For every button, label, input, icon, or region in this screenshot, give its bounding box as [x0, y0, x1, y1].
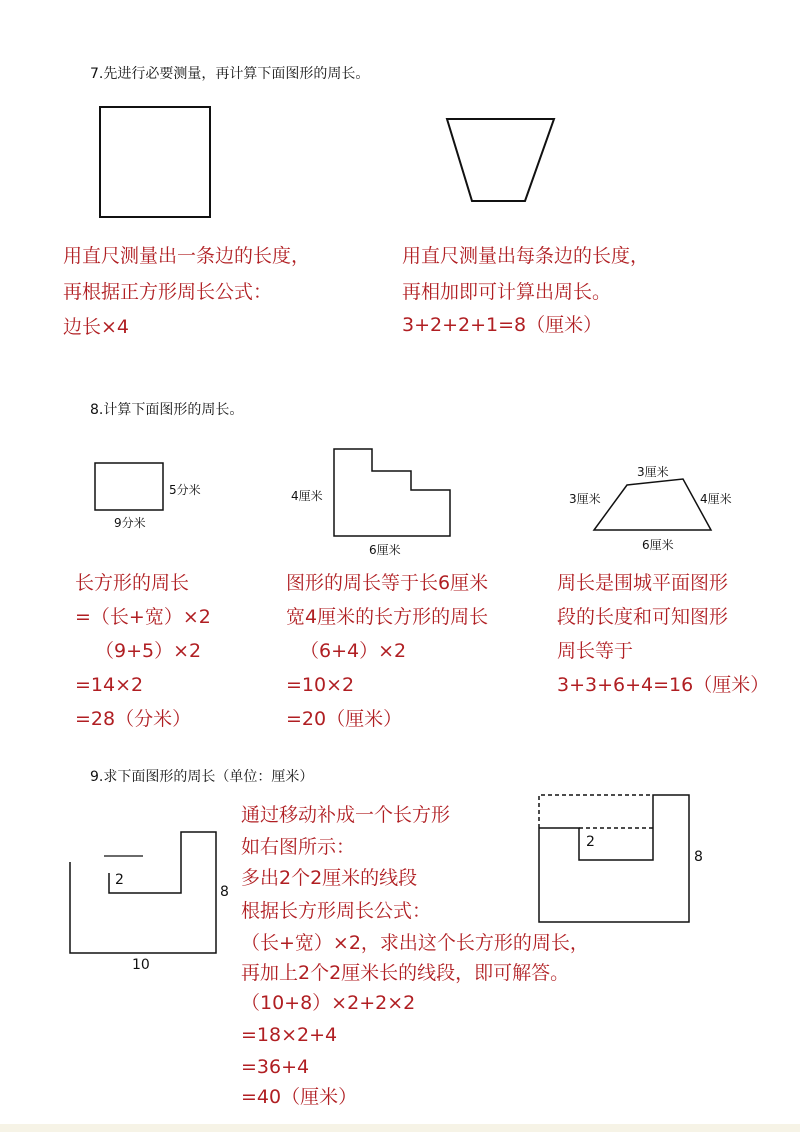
q8-col2-line-1: 图形的周长等于长6厘米: [286, 572, 489, 594]
q8-trap-left-label: 3厘米: [569, 492, 601, 506]
q8-rect-height-label: 5分米: [169, 483, 201, 497]
q8-rectangle: [95, 463, 163, 510]
q9-explanation-line-3: 多出2个2厘米的线段: [241, 867, 418, 889]
q9-width-label: 10: [132, 957, 150, 973]
q8-col1-line-1: 长方形的周长: [75, 572, 190, 594]
q8-rect-width-label: 9分米: [114, 516, 146, 530]
q8-trap-top-label: 3厘米: [637, 465, 669, 479]
q9-height-label: 8: [220, 884, 229, 900]
q7-left-answer-line-3: 边长×4: [63, 316, 130, 338]
q7-square: [100, 107, 210, 217]
q8-col2-line-5: =20（厘米）: [286, 708, 403, 730]
q7-right-answer-line-2: 再相加即可计算出周长。: [402, 281, 612, 303]
q9-explanation-line-6: 再加上2个2厘米长的线段，即可解答。: [241, 962, 570, 984]
q8-col3-line-2: 段的长度和可知图形: [557, 606, 729, 628]
q9-explanation-line-1: 通过移动补成一个长方形: [241, 804, 451, 826]
q8-trap-right-label: 4厘米: [700, 492, 732, 506]
q7-left-answer-line-2: 再根据正方形周长公式：: [63, 281, 273, 303]
q8-trapezoid: [594, 479, 711, 530]
q9-explanation-line-7: （10+8）×2+2×2: [241, 992, 416, 1014]
q9-figure: [70, 832, 216, 953]
q7-trapezoid: [447, 119, 554, 201]
q9-notch-label: 2: [115, 872, 124, 888]
q8-col3-line-3: 周长等于: [557, 640, 634, 662]
q7-right-answer-line-1: 用直尺测量出每条边的长度，: [402, 245, 650, 267]
q9-right-dashed-top: [539, 795, 653, 828]
q8-title: 8.计算下面图形的周长。: [90, 402, 244, 418]
q9-explanation-line-4: 根据长方形周长公式：: [241, 900, 432, 922]
page-bottom-band: [0, 1124, 800, 1132]
q9-right-notch-label: 2: [586, 834, 595, 850]
q9-right-height-label: 8: [694, 849, 703, 865]
q8-col1-line-4: =14×2: [75, 674, 144, 696]
q7-left-answer-line-1: 用直尺测量出一条边的长度，: [63, 245, 311, 267]
q8-trap-bottom-label: 6厘米: [642, 538, 674, 552]
q7-title: 7.先进行必要测量，再计算下面图形的周长。: [90, 66, 370, 82]
q8-stair-shape: [334, 449, 450, 536]
q8-col1-line-3: （9+5）×2: [95, 640, 202, 662]
q9-explanation-line-5: （长+宽）×2，求出这个长方形的周长，: [241, 932, 589, 954]
q8-col1-line-2: =（长+宽）×2: [75, 606, 211, 628]
q8-col2-line-4: =10×2: [286, 674, 355, 696]
q8-stair-width-label: 6厘米: [369, 543, 401, 557]
q9-explanation-line-10: =40（厘米）: [241, 1086, 358, 1108]
q9-explanation-line-2: 如右图所示：: [241, 836, 356, 858]
q8-stair-height-label: 4厘米: [291, 489, 323, 503]
q8-col3-line-1: 周长是围城平面图形: [557, 572, 729, 594]
q9-title: 9.求下面图形的周长（单位：厘米）: [90, 769, 314, 785]
q8-col3-line-4: 3+3+6+4=16（厘米）: [557, 674, 770, 696]
q9-explanation-line-9: =36+4: [241, 1056, 310, 1078]
q8-col1-line-5: =28（分米）: [75, 708, 192, 730]
q9-explanation-line-8: =18×2+4: [241, 1024, 338, 1046]
q8-col2-line-2: 宽4厘米的长方形的周长: [286, 606, 489, 628]
q9-right-figure: [539, 795, 689, 922]
q7-right-answer-line-3: 3+2+2+1=8（厘米）: [402, 314, 603, 336]
q8-col2-line-3: （6+4）×2: [300, 640, 407, 662]
